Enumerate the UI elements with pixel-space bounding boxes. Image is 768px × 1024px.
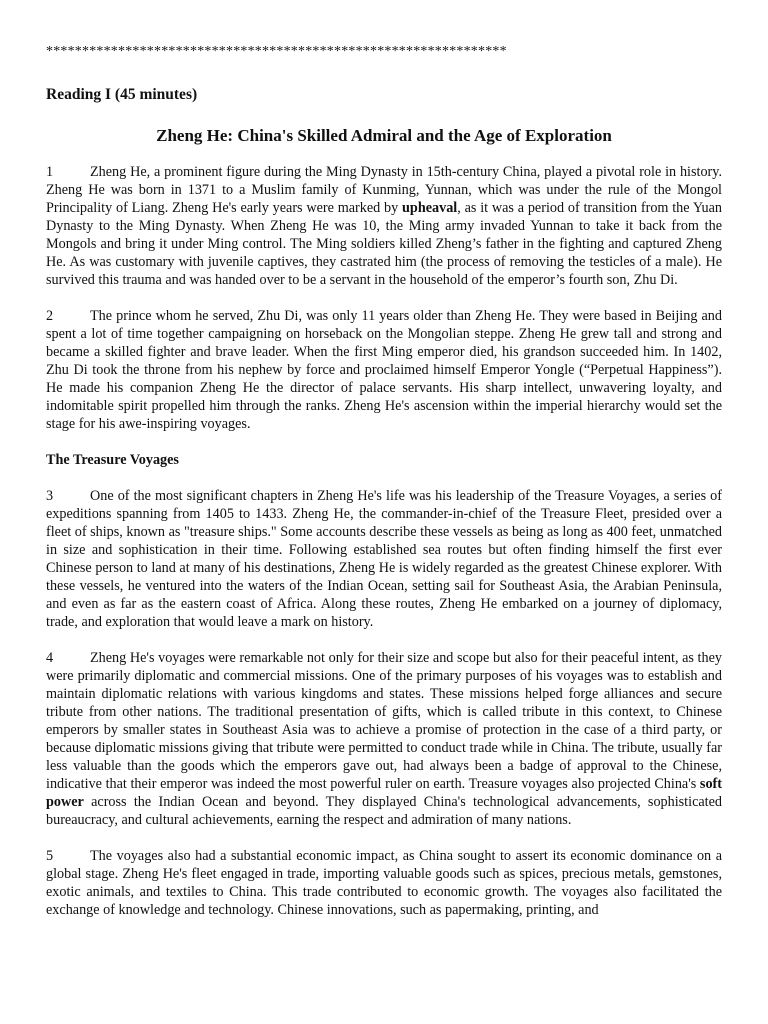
paragraph-number: 1 (46, 164, 54, 180)
bold-term-upheaval: upheaval (402, 200, 458, 216)
paragraph-number: 4 (46, 650, 54, 666)
paragraph-2 (46, 307, 722, 433)
paragraph-number: 3 (46, 488, 54, 504)
paragraph-4 (46, 649, 722, 829)
section-subheading: The Treasure Voyages (46, 452, 179, 468)
bold-term-soft-power: soft power (46, 776, 722, 810)
paragraph-5 (46, 847, 722, 919)
reading-heading: Reading I (45 minutes) (46, 86, 198, 103)
paragraph-number: 2 (46, 308, 54, 324)
paragraph-3 (46, 487, 722, 631)
paragraph-text: Zheng He's voyages were remarkable not only for their size and scope but also for their peaceful intent, as they were primarily diplomatic and commercial missions. One of the primary purposes of his voyages was to establish and maintain diplomatic relations with various kingdoms and states. These missions helped forge alliances and secure tribute from other nations. The traditional presentation of gifts, which is called tribute in this context, to Chinese emperors by smaller states in Southeast Asia was to achieve a promise of protection in the case of a third party, or because diplomatic missions giving that tribute were permitted to conduct trade while in China. The tribute, usually far less valuable than the goods which the emperors gave out, had always been a badge of approval to the Chinese, indicative that their emperor was indeed the most powerful ruler on earth. Treasure voyages also projected China's (46, 650, 722, 792)
paragraph-text: across the Indian Ocean and beyond. They displayed China's technological advancements, sophisticated bureaucracy, and cultural achievements, earning the respect and admiration of many nations. (46, 794, 722, 828)
paragraph-1 (46, 163, 722, 289)
separator-asterisks: **************************************************************** (46, 44, 507, 59)
article-title: Zheng He: China's Skilled Admiral and the Age of Exploration (156, 126, 612, 145)
paragraph-text: The prince whom he served, Zhu Di, was only 11 years older than Zheng He. They were based in Beijing and spent a lot of time together campaigning on horseback on the Mongolian steppe. Zheng He grew tall and strong and became a skilled fighter and brave leader. When the first Ming emperor died, his grandson succeeded him. In 1402, Zhu Di took the throne from his nephew by force and proclaimed himself Emperor Yongle (“Perpetual Happiness”). He made his companion Zheng He the director of palace servants. His sharp intellect, unwavering loyalty, and indomitable spirit propelled him through the ranks. Zheng He's ascension within the imperial hierarchy would set the stage for his awe-inspiring voyages. (46, 308, 722, 432)
paragraph-text: One of the most significant chapters in Zheng He's life was his leadership of the Treasure Voyages, a series of expeditions spanning from 1405 to 1433. Zheng He, the commander-in-chief of the Treasure Fleet, presided over a fleet of ships, known as "treasure ships." Some accounts describe these vessels as being as long as 400 feet, unmatched in size and sophistication in their time. Following established sea routes but often finding himself the first ever Chinese person to land at many of his destinations, Zheng He is widely regarded as the greatest Chinese explorer. With these vessels, he ventured into the waters of the Indian Ocean, setting sail for Southeast Asia, the Arabian Peninsula, and even as far as the eastern coast of Africa. Along these routes, Zheng He embarked on a journey of diplomacy, trade, and exploration that would leave a mark on history. (46, 488, 722, 630)
paragraph-text: , as it was a period of transition from the Yuan Dynasty to the Ming Dynasty. When Zheng He was 10, the Ming army invaded Yunnan to take it back from the Mongols and bring it under Ming control. The Ming soldiers killed Zheng’s father in the fighting and captured Zheng He. As was customary with juvenile captives, they castrated him (the process of removing the testicles of a male). He survived this trauma and was handed over to be a servant in the household of the emperor’s fourth son, Zhu Di. (46, 200, 722, 288)
article-body (46, 163, 722, 937)
paragraph-text: Zheng He, a prominent figure during the Ming Dynasty in 15th-century China, played a pivotal role in history. Zheng He was born in 1371 to a Muslim family of Kunming, Yunnan, which was under the rule of the Mongol Principality of Liang. Zheng He's early years were marked by (46, 164, 722, 216)
paragraph-number: 5 (46, 848, 54, 864)
paragraph-text: The voyages also had a substantial economic impact, as China sought to assert its economic dominance on a global stage. Zheng He's fleet engaged in trade, importing valuable goods such as spices, precious metals, gemstones, exotic animals, and textiles to China. This trade contributed to economic growth. The voyages also facilitated the exchange of knowledge and technology. Chinese innovations, such as papermaking, printing, and (46, 848, 722, 918)
